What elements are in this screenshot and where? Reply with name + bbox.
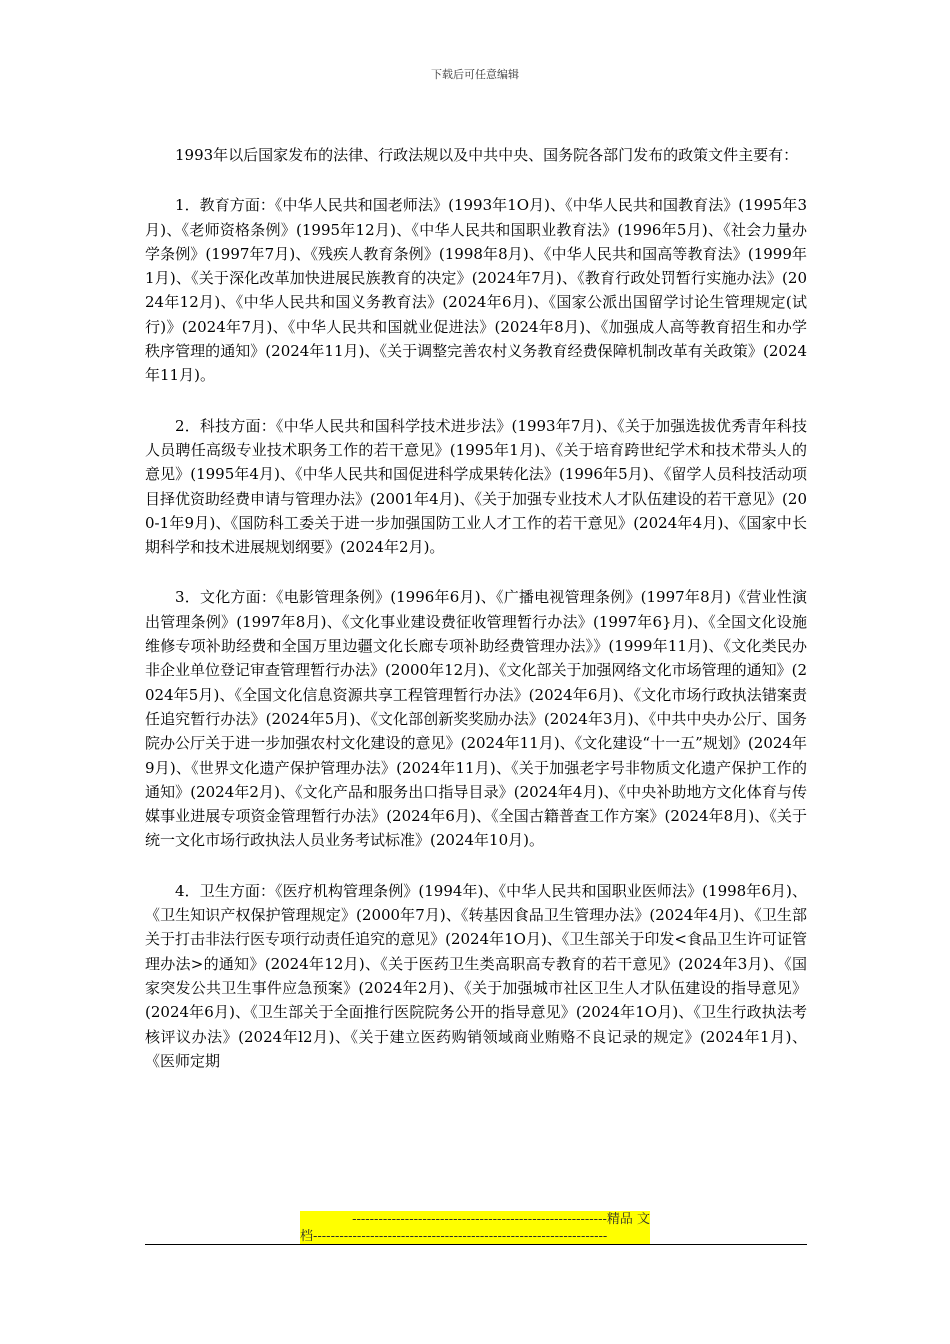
document-body (145, 143, 807, 1099)
footer-line-1: ----------------------------------------------------------精品 文 (352, 1212, 650, 1227)
footer-line-2: 档------------------------------------------------------------------- (300, 1229, 608, 1244)
science-section: 2．科技方面：《中华人民共和国科学技术进步法》(1993年7月)、《关于加强选拔优秀青年科技人员聘任高级专业技术职务工作的若干意见》(1995年1月)、《关于培育跨世纪学术和技术带头人的意见》(1995年4月)、《中华人民共和国促进科学成果转化法》(1996年5月)、《留学人员科技活动项目择优资助经费申请与管理办法》(2001年4月)、《关于加强专业技术人才队伍建设的若干意见》(200-1年9月)、《国防科工委关于进一步加强国防工业人才工作的若干意见》(2024年4月)、《国家中长期科学和技术进展规划纲要》(2024年2月)。 (145, 416, 807, 557)
footer-divider (145, 1244, 807, 1245)
health-section: 4．卫生方面：《医疗机构管理条例》(1994年)、《中华人民共和国职业医师法》(1998年6月)、《卫生知识产权保护管理规定》(2000年7月)、《转基因食品卫生管理办法》(2024年4月)、《卫生部关于打击非法行医专项行动责任追究的意见》(2024年1O月)、《卫生部关于印发<食品卫生许可证管理办法>的通知》(2024年12月)、《关于医药卫生类高职高专教育的若干意见》(2024年3月)、《国家突发公共卫生事件应急预案》(2024年2月)、《关于加强城市社区卫生人才队伍建设的指导意见》(2024年6月)、《卫生部关于全面推行医院院务公开的指导意见》(2024年1O月)、《卫生行政执法考核评议办法》(2024年l2月)、《关于建立医药购销领域商业贿赂不良记录的规定》(2024年1月)、《医师定期 (145, 881, 807, 1070)
intro-paragraph: 1993年以后国家发布的法律、行政法规以及中共中央、国务院各部门发布的政策文件主要有： (175, 146, 799, 164)
culture-section: 3．文化方面：《电影管理条例》(1996年6月)、《广播电视管理条例》(1997年8月)《营业性演出管理条例》(1997年8月)、《文化事业建设费征收管理暂行办法》(1997年6}月)、《全国文化设施维修专项补助经费和全国万里边疆文化长廊专项补助经费管理办法》》(1999年11月)、《文化类民办非企业单位登记审查管理暂行办法》(2000年12月)、《文化部关于加强网络文化市场管理的通知》(2024年5月)、《全国文化信息资源共享工程管理暂行办法》(2024年6月)、《文化市场行政执法错案责任追究暂行办法》(2024年5月)、《文化部创新奖奖励办法》(2024年3月)、《中共中央办公厅、国务院办公厅关于进一步加强农村文化建设的意见》(2024年11月)、《文化建设“十一五”规划》(2024年9月)、《世界文化遗产保护管理办法》(2024年11月)、《关于加强老字号非物质文化遗产保护工作的通知》(2024年2月)、《文化产品和服务出口指导目录》(2024年4月)、《中央补助地方文化体育与传媒事业进展专项资金管理暂行办法》(2024年6月)、《全国古籍普查工作方案》(2024年8月)、《关于统一文化市场行政执法人员业务考试标准》(2024年10月)。 (145, 588, 807, 850)
education-section: 1．教育方面：《中华人民共和国老师法》(1993年1O月)、《中华人民共和国教育法》(1995年3月)、《老师资格条例》(1995年12月)、《中华人民共和国职业教育法》(1996年5月)、《社会力量办学条例》(1997年7月)、《残疾人教育条例》(1998年8月)、《中华人民共和国高等教育法》(1999年1月)、《关于深化改革加快进展民族教育的决定》(2024年7月)、《教育行政处罚暂行实施办法》(2024年12月)、《中华人民共和国义务教育法》(2024年6月)、《国家公派出国留学讨论生管理规定(试行)》(2024年7月)、《中华人民共和国就业促进法》(2024年8月)、《加强成人高等教育招生和办学秩序管理的通知》(2024年11月)、《关于调整完善农村义务教育经费保障机制改革有关政策》(2024年11月)。 (145, 196, 807, 385)
watermark-footer (300, 1211, 650, 1245)
page-header: 下载后可任意编辑 (431, 68, 519, 81)
